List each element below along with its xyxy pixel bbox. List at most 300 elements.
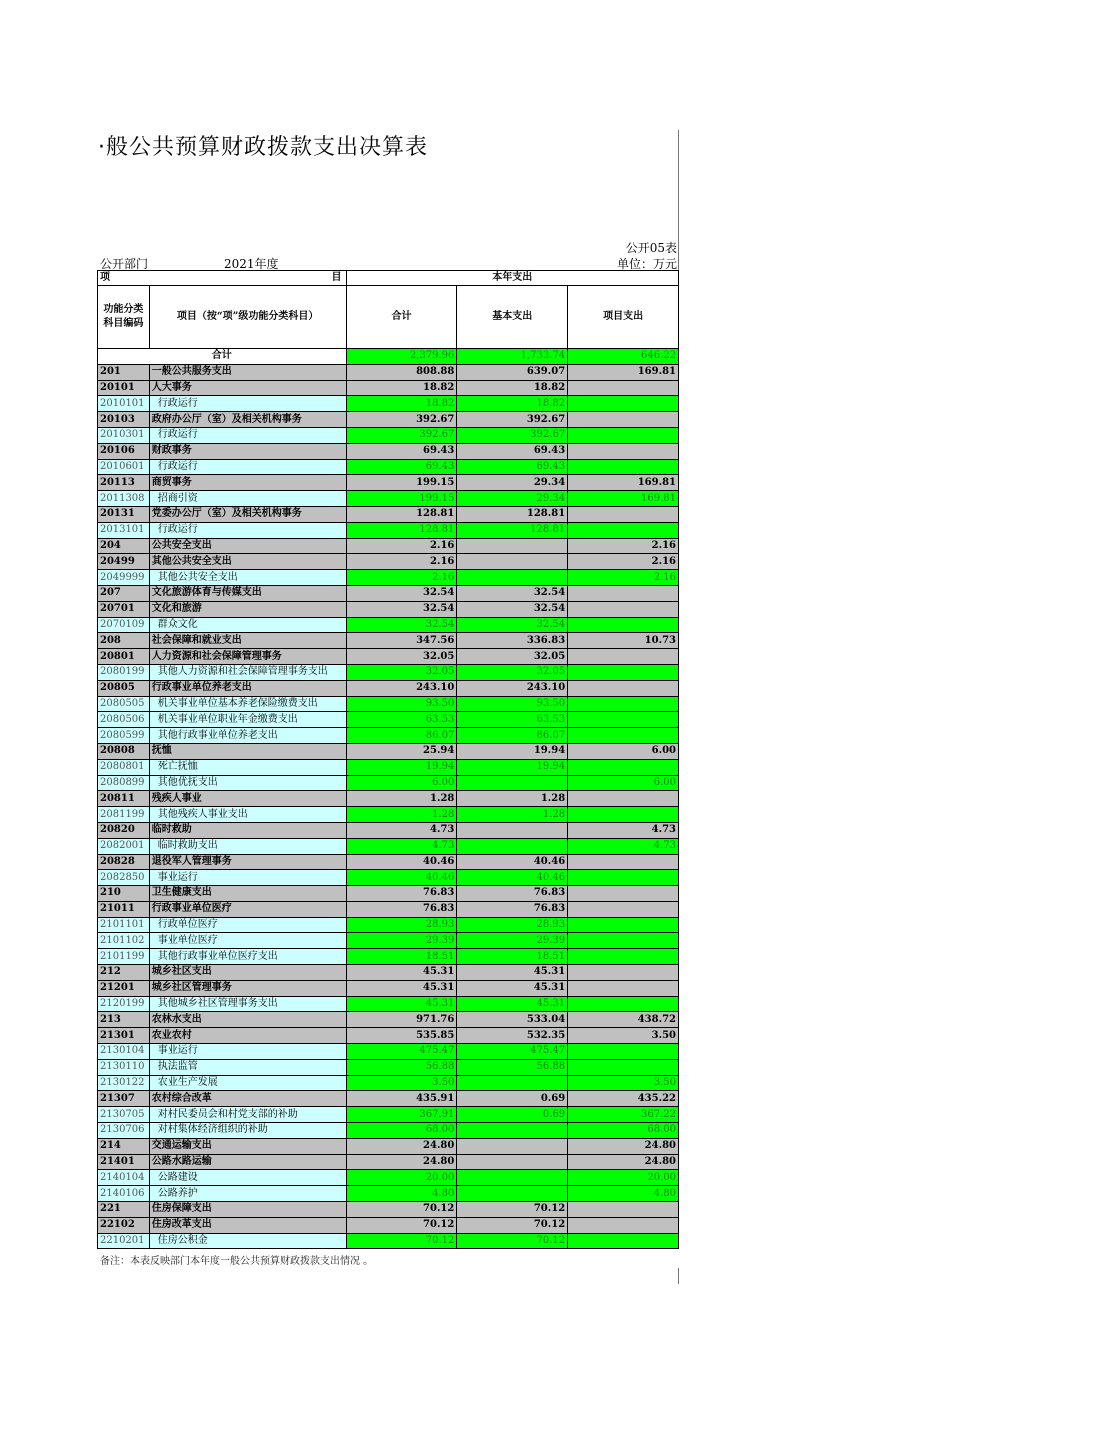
cell-project — [568, 585, 679, 601]
cell-code: 20131 — [98, 506, 150, 522]
cell-code: 2130122 — [98, 1075, 150, 1091]
cell-basic: 32.05 — [457, 649, 568, 665]
cell-name: 其他行政事业单位养老支出 — [149, 728, 346, 744]
cell-name: 公共安全支出 — [149, 538, 346, 554]
table-row — [98, 412, 679, 428]
table-row — [98, 996, 679, 1012]
cell-name: 农业生产发展 — [149, 1075, 346, 1091]
cell-project — [568, 1233, 679, 1249]
table-row — [98, 696, 679, 712]
cell-code: 20808 — [98, 743, 150, 759]
cell-basic: 45.31 — [457, 965, 568, 981]
cell-project — [568, 696, 679, 712]
cell-total: 56.88 — [346, 1059, 457, 1075]
table-row — [98, 1091, 679, 1107]
total-row — [98, 349, 679, 365]
cell-total: 535.85 — [346, 1028, 457, 1044]
cell-project — [568, 854, 679, 870]
cell-basic: 128.81 — [457, 522, 568, 538]
cell-total: 40.46 — [346, 854, 457, 870]
cell-basic: 29.34 — [457, 475, 568, 491]
header-name-col: 项目（按“项”级功能分类科目） — [149, 286, 346, 349]
table-row — [98, 791, 679, 807]
cell-name: 对村民委员会和村党支部的补助 — [149, 1107, 346, 1123]
cell-code: 2101199 — [98, 949, 150, 965]
cell-total: 128.81 — [346, 506, 457, 522]
table-row — [98, 506, 679, 522]
cell-name: 农业农村 — [149, 1028, 346, 1044]
cell-code: 22102 — [98, 1217, 150, 1233]
table-row — [98, 775, 679, 791]
cell-project: 435.22 — [568, 1091, 679, 1107]
cell-name: 其他公共安全支出 — [149, 554, 346, 570]
cell-code: 2080801 — [98, 759, 150, 775]
table-row — [98, 1107, 679, 1123]
cell-project — [568, 759, 679, 775]
cell-name: 其他残疾人事业支出 — [149, 807, 346, 823]
table-row — [98, 459, 679, 475]
cell-code: 2120199 — [98, 996, 150, 1012]
cell-name: 执法监管 — [149, 1059, 346, 1075]
cell-name: 农村综合改革 — [149, 1091, 346, 1107]
cell-total: 4.73 — [346, 822, 457, 838]
cell-total: 93.50 — [346, 696, 457, 712]
cell-name: 人大事务 — [149, 380, 346, 396]
cell-basic: 0.69 — [457, 1091, 568, 1107]
cell-total: 4.73 — [346, 838, 457, 854]
cell-basic — [457, 775, 568, 791]
cell-basic: 32.54 — [457, 617, 568, 633]
cell-total: 808.88 — [346, 364, 457, 380]
cell-name: 机关事业单位基本养老保险缴费支出 — [149, 696, 346, 712]
table-row — [98, 1028, 679, 1044]
cell-total: 76.83 — [346, 886, 457, 902]
cell-basic: 45.31 — [457, 980, 568, 996]
cell-code: 21401 — [98, 1154, 150, 1170]
expenditure-table — [97, 270, 679, 1249]
cell-project — [568, 996, 679, 1012]
cell-name: 政府办公厅（室）及相关机构事务 — [149, 412, 346, 428]
cell-basic: 0.69 — [457, 1107, 568, 1123]
cell-code: 2080199 — [98, 664, 150, 680]
cell-basic: 70.12 — [457, 1202, 568, 1218]
cell-basic — [457, 822, 568, 838]
table-row — [98, 1233, 679, 1249]
cell-basic — [457, 1170, 568, 1186]
cell-basic: 32.05 — [457, 664, 568, 680]
cell-project — [568, 917, 679, 933]
header-basic-col: 基本支出 — [457, 286, 568, 349]
table-row — [98, 1059, 679, 1075]
cell-basic: 533.04 — [457, 1012, 568, 1028]
cell-project — [568, 807, 679, 823]
cell-name: 住房公积金 — [149, 1233, 346, 1249]
cell-project: 24.80 — [568, 1138, 679, 1154]
cell-code: 20499 — [98, 554, 150, 570]
table-row — [98, 807, 679, 823]
cell-code: 2013101 — [98, 522, 150, 538]
header-row-2 — [98, 286, 679, 349]
cell-project: 2.16 — [568, 538, 679, 554]
table-row — [98, 728, 679, 744]
cell-total: 475.47 — [346, 1044, 457, 1060]
cell-total: 243.10 — [346, 680, 457, 696]
cell-name: 临时救助支出 — [149, 838, 346, 854]
cell-total: 199.15 — [346, 491, 457, 507]
cell-basic — [457, 838, 568, 854]
table-row — [98, 854, 679, 870]
cell-basic — [457, 1186, 568, 1202]
table-row — [98, 933, 679, 949]
cell-basic: 19.94 — [457, 759, 568, 775]
cell-code: 20805 — [98, 680, 150, 696]
cell-project — [568, 1044, 679, 1060]
header-project-col: 项目支出 — [568, 286, 679, 349]
table-row — [98, 585, 679, 601]
cell-name: 其他优抚支出 — [149, 775, 346, 791]
table-row — [98, 917, 679, 933]
table-row — [98, 649, 679, 665]
cell-code: 2140104 — [98, 1170, 150, 1186]
cell-name: 群众文化 — [149, 617, 346, 633]
cell-code: 210 — [98, 886, 150, 902]
table-row — [98, 554, 679, 570]
cell-basic: 639.07 — [457, 364, 568, 380]
cell-project: 169.81 — [568, 475, 679, 491]
cell-project: 4.73 — [568, 822, 679, 838]
cell-basic: 45.31 — [457, 996, 568, 1012]
cell-code: 213 — [98, 1012, 150, 1028]
cell-total: 32.54 — [346, 585, 457, 601]
cell-code: 20101 — [98, 380, 150, 396]
table-row — [98, 759, 679, 775]
cell-basic: 19.94 — [457, 743, 568, 759]
cell-project — [568, 712, 679, 728]
cell-code: 2080599 — [98, 728, 150, 744]
table-row — [98, 1138, 679, 1154]
cell-project — [568, 649, 679, 665]
table-row — [98, 712, 679, 728]
cell-code: 2140106 — [98, 1186, 150, 1202]
table-row — [98, 965, 679, 981]
table-row — [98, 949, 679, 965]
cell-total: 70.12 — [346, 1233, 457, 1249]
cell-code: 20103 — [98, 412, 150, 428]
cell-total: 392.67 — [346, 412, 457, 428]
cell-total: 435.91 — [346, 1091, 457, 1107]
cell-code: 20811 — [98, 791, 150, 807]
table-row — [98, 980, 679, 996]
cell-basic — [457, 1075, 568, 1091]
cell-basic: 40.46 — [457, 854, 568, 870]
cell-project — [568, 396, 679, 412]
total-project: 646.22 — [568, 349, 679, 365]
cell-basic: 243.10 — [457, 680, 568, 696]
cell-project — [568, 617, 679, 633]
cell-code: 208 — [98, 633, 150, 649]
cell-code: 21307 — [98, 1091, 150, 1107]
cell-project — [568, 443, 679, 459]
cell-project — [568, 965, 679, 981]
cell-basic: 128.81 — [457, 506, 568, 522]
cell-basic: 18.82 — [457, 380, 568, 396]
cell-basic: 32.54 — [457, 601, 568, 617]
header-xiang: 项 — [100, 272, 110, 283]
page-title: ·般公共预算财政拨款支出决算表 — [98, 135, 428, 160]
cell-total: 392.67 — [346, 427, 457, 443]
cell-total: 24.80 — [346, 1154, 457, 1170]
cell-code: 20113 — [98, 475, 150, 491]
cell-project — [568, 728, 679, 744]
cell-code: 21201 — [98, 980, 150, 996]
cell-project: 68.00 — [568, 1123, 679, 1139]
cell-code: 20701 — [98, 601, 150, 617]
cell-name: 社会保障和就业支出 — [149, 633, 346, 649]
table-row — [98, 870, 679, 886]
table-row — [98, 475, 679, 491]
cell-basic: 28.93 — [457, 917, 568, 933]
cell-code: 2080506 — [98, 712, 150, 728]
cell-project: 24.80 — [568, 1154, 679, 1170]
cell-total: 69.43 — [346, 443, 457, 459]
table-row — [98, 396, 679, 412]
cell-basic: 69.43 — [457, 443, 568, 459]
cell-project — [568, 680, 679, 696]
table-row — [98, 1170, 679, 1186]
table-row — [98, 491, 679, 507]
cell-name: 人力资源和社会保障管理事务 — [149, 649, 346, 665]
cell-basic: 1.28 — [457, 807, 568, 823]
cell-code: 2080505 — [98, 696, 150, 712]
cell-name: 其他行政事业单位医疗支出 — [149, 949, 346, 965]
cell-total: 29.39 — [346, 933, 457, 949]
cell-total: 6.00 — [346, 775, 457, 791]
table-row — [98, 1217, 679, 1233]
cell-code: 2080899 — [98, 775, 150, 791]
cell-code: 201 — [98, 364, 150, 380]
header-current-year: 本年支出 — [346, 271, 678, 286]
cell-name: 事业单位医疗 — [149, 933, 346, 949]
cell-name: 退役军人管理事务 — [149, 854, 346, 870]
cell-total: 32.54 — [346, 601, 457, 617]
cell-basic: 475.47 — [457, 1044, 568, 1060]
cell-code: 2082001 — [98, 838, 150, 854]
cell-name: 机关事业单位职业年金缴费支出 — [149, 712, 346, 728]
cell-name: 行政运行 — [149, 459, 346, 475]
cell-name: 行政运行 — [149, 522, 346, 538]
cell-project: 2.16 — [568, 570, 679, 586]
cell-total: 347.56 — [346, 633, 457, 649]
cell-basic: 336.83 — [457, 633, 568, 649]
cell-project: 4.80 — [568, 1186, 679, 1202]
cell-basic — [457, 554, 568, 570]
cell-project: 6.00 — [568, 775, 679, 791]
table-row — [98, 570, 679, 586]
cell-total: 24.80 — [346, 1138, 457, 1154]
cell-code: 2130705 — [98, 1107, 150, 1123]
cell-project — [568, 664, 679, 680]
cell-code: 21301 — [98, 1028, 150, 1044]
cell-total: 25.94 — [346, 743, 457, 759]
table-row — [98, 1123, 679, 1139]
cell-code: 20106 — [98, 443, 150, 459]
cell-project: 6.00 — [568, 743, 679, 759]
cell-name: 卫生健康支出 — [149, 886, 346, 902]
cell-total: 3.50 — [346, 1075, 457, 1091]
cell-total: 1.28 — [346, 807, 457, 823]
cell-name: 农林水支出 — [149, 1012, 346, 1028]
table-row — [98, 601, 679, 617]
cell-total: 4.80 — [346, 1186, 457, 1202]
cell-name: 财政事务 — [149, 443, 346, 459]
cell-basic: 392.67 — [457, 427, 568, 443]
cell-code: 2081199 — [98, 807, 150, 823]
cell-basic: 86.07 — [457, 728, 568, 744]
cell-project — [568, 601, 679, 617]
cell-project — [568, 933, 679, 949]
cell-code: 2011308 — [98, 491, 150, 507]
cell-code: 2010301 — [98, 427, 150, 443]
table-row — [98, 617, 679, 633]
cell-name: 一般公共服务支出 — [149, 364, 346, 380]
cell-code: 2130706 — [98, 1123, 150, 1139]
cell-code: 2010601 — [98, 459, 150, 475]
table-id-label: 公开05表 — [625, 241, 677, 255]
cell-basic: 29.39 — [457, 933, 568, 949]
table-note: 备注：本表反映部门本年度一般公共预算财政拨款支出情况 。 — [100, 1256, 374, 1267]
header-total-col: 合计 — [346, 286, 457, 349]
cell-code: 204 — [98, 538, 150, 554]
cell-name: 城乡社区支出 — [149, 965, 346, 981]
cell-project — [568, 791, 679, 807]
cell-project: 3.50 — [568, 1028, 679, 1044]
cell-project — [568, 980, 679, 996]
cell-total: 1.28 — [346, 791, 457, 807]
cell-total: 971.76 — [346, 1012, 457, 1028]
cell-project: 2.16 — [568, 554, 679, 570]
cell-name: 商贸事务 — [149, 475, 346, 491]
cell-name: 行政事业单位养老支出 — [149, 680, 346, 696]
cell-project: 367.22 — [568, 1107, 679, 1123]
cell-name: 对村集体经济组织的补助 — [149, 1123, 346, 1139]
cell-code: 214 — [98, 1138, 150, 1154]
cell-total: 20.00 — [346, 1170, 457, 1186]
cell-total: 68.00 — [346, 1123, 457, 1139]
cell-code: 2070109 — [98, 617, 150, 633]
total-basic: 1,733.74 — [457, 349, 568, 365]
cell-name: 住房改革支出 — [149, 1217, 346, 1233]
cell-total: 40.46 — [346, 870, 457, 886]
cell-code: 221 — [98, 1202, 150, 1218]
cell-basic: 532.35 — [457, 1028, 568, 1044]
cell-basic: 18.82 — [457, 396, 568, 412]
cell-basic: 70.12 — [457, 1217, 568, 1233]
cell-basic: 93.50 — [457, 696, 568, 712]
cell-total: 69.43 — [346, 459, 457, 475]
cell-code: 207 — [98, 585, 150, 601]
header-mu: 目 — [331, 272, 342, 283]
cell-project — [568, 949, 679, 965]
cell-total: 86.07 — [346, 728, 457, 744]
cell-project: 3.50 — [568, 1075, 679, 1091]
cell-project — [568, 901, 679, 917]
cell-code: 2130110 — [98, 1059, 150, 1075]
cell-project — [568, 1202, 679, 1218]
cell-name: 事业运行 — [149, 1044, 346, 1060]
cell-basic: 29.34 — [457, 491, 568, 507]
cell-code: 2082850 — [98, 870, 150, 886]
cell-project — [568, 886, 679, 902]
table-row — [98, 886, 679, 902]
cell-project — [568, 870, 679, 886]
cell-total: 199.15 — [346, 475, 457, 491]
table-row — [98, 633, 679, 649]
cell-project: 4.73 — [568, 838, 679, 854]
cell-total: 18.82 — [346, 396, 457, 412]
cell-basic: 69.43 — [457, 459, 568, 475]
cell-total: 45.31 — [346, 996, 457, 1012]
cell-name: 其他城乡社区管理事务支出 — [149, 996, 346, 1012]
table-row — [98, 1044, 679, 1060]
cell-basic: 63.53 — [457, 712, 568, 728]
cell-project — [568, 412, 679, 428]
cell-name: 交通运输支出 — [149, 1138, 346, 1154]
cell-code: 2101101 — [98, 917, 150, 933]
cell-name: 事业运行 — [149, 870, 346, 886]
cell-basic: 76.83 — [457, 886, 568, 902]
table-row — [98, 1012, 679, 1028]
cell-project — [568, 459, 679, 475]
table-row — [98, 1202, 679, 1218]
cell-project — [568, 1059, 679, 1075]
cell-total: 45.31 — [346, 980, 457, 996]
unit-label: 单位：万元 — [616, 257, 677, 271]
cell-name: 党委办公厅（室）及相关机构事务 — [149, 506, 346, 522]
cell-basic — [457, 538, 568, 554]
cell-name: 行政事业单位医疗 — [149, 901, 346, 917]
cell-name: 公路养护 — [149, 1186, 346, 1202]
table-row — [98, 838, 679, 854]
cell-project — [568, 1217, 679, 1233]
table-row — [98, 1154, 679, 1170]
header-code-col: 功能分类科目编码 — [98, 286, 150, 349]
cell-total: 63.53 — [346, 712, 457, 728]
cell-project: 169.81 — [568, 364, 679, 380]
cell-total: 19.94 — [346, 759, 457, 775]
table-row — [98, 743, 679, 759]
year-label: 2021年度 — [224, 257, 279, 271]
header-item-cell — [98, 271, 347, 286]
cell-basic: 56.88 — [457, 1059, 568, 1075]
cell-basic: 18.51 — [457, 949, 568, 965]
cell-total: 128.81 — [346, 522, 457, 538]
table-row — [98, 522, 679, 538]
cell-total: 18.51 — [346, 949, 457, 965]
table-row — [98, 664, 679, 680]
table-row — [98, 680, 679, 696]
cell-name: 住房保障支出 — [149, 1202, 346, 1218]
cell-basic: 1.28 — [457, 791, 568, 807]
table-row — [98, 901, 679, 917]
cell-code: 20828 — [98, 854, 150, 870]
cell-code: 2101102 — [98, 933, 150, 949]
cell-total: 2.16 — [346, 570, 457, 586]
table-row — [98, 380, 679, 396]
table-row — [98, 364, 679, 380]
table-row — [98, 822, 679, 838]
cell-project: 169.81 — [568, 491, 679, 507]
cell-project — [568, 380, 679, 396]
